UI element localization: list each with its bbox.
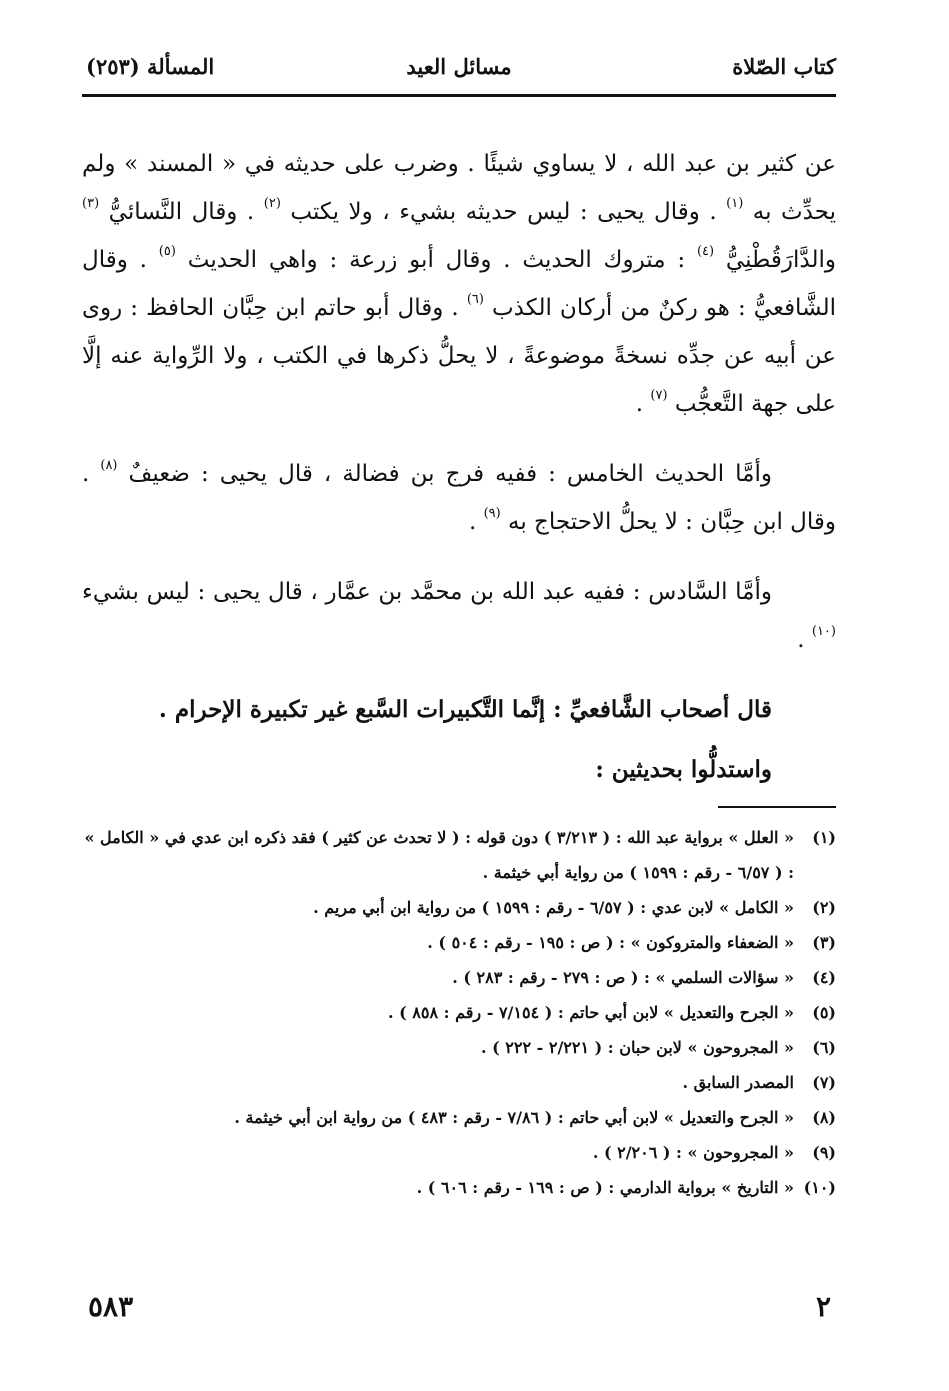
footnote — [82, 890, 836, 925]
main-text — [82, 140, 836, 806]
footnote-number: (٢) — [812, 898, 836, 917]
footnote-text: « سؤالات السلمي » : ( ص : ٢٧٩ - رقم : ٢٨٣ ) . — [452, 968, 794, 987]
footnote-number: (٩) — [812, 1143, 836, 1162]
footnote-text: « المجروحون » لابن حبان : ( ٢/٢٢١ - ٢٢٢ ) . — [481, 1038, 794, 1057]
footnote-ref: (١٠) — [811, 624, 836, 639]
running-header — [82, 48, 836, 88]
footnote-ref: (٥) — [158, 244, 176, 259]
text-run: . وقال أبو حاتم ابن حِبَّان الحافظ : روى عن أبيه عن جدِّه نسخةً موضوعةً ، لا يحلُّ ذكرها في الكتب ، ولا الرِّواية عنه إلَّا على جهة التَّعجُّب — [82, 295, 836, 417]
footnotes — [82, 820, 836, 1205]
footnote-text: « الجرح والتعديل » لابن أبي حاتم : ( ٧/١٥٤ - رقم : ٨٥٨ ) . — [388, 1003, 794, 1022]
text-run: وأمَّا السَّادس : ففيه عبد الله بن محمَّد بن عمَّار ، قال يحيى : ليس بشيء — [82, 579, 772, 605]
text-run: : متروك الحديث . وقال أبو زرعة : واهي الحديث — [175, 247, 697, 273]
footnote-rule — [718, 806, 836, 808]
footnote-ref: (٣) — [82, 196, 100, 211]
footnote-ref: (٩) — [483, 506, 501, 521]
footnote — [82, 1135, 836, 1170]
text-run: . وقال يحيى : ليس حديثه بشيء ، ولا يكتب — [280, 199, 727, 225]
page-number: ٥٨٣ — [88, 1290, 134, 1323]
header-book-title: كتاب الصّلاة — [732, 54, 836, 79]
text-run: . — [635, 391, 651, 417]
footnote — [82, 925, 836, 960]
footnote — [82, 820, 836, 890]
footnote-text: « التاريخ » برواية الدارمي : ( ص : ١٦٩ - رقم : ٦٠٦ ) . — [416, 1178, 794, 1197]
text-run: وأمَّا الحديث الخامس : ففيه فرج بن فضالة ، قال يحيى : ضعيفٌ — [117, 461, 772, 487]
text-run: عن كثير بن عبد الله ، لا يساوي شيئًا . وضرب على حديثه في « المسند » ولم يحدِّث به — [82, 151, 837, 225]
footnote-text: « المجروحون » : ( ٢/٢٠٦ ) . — [592, 1143, 794, 1162]
footnote-ref: (١) — [726, 196, 744, 211]
footnote-text: « الكامل » لابن عدي : ( ٦/٥٧ - رقم : ١٥٩٩ ) من رواية ابن أبي مريم . — [313, 898, 794, 917]
footnote-ref: (٢) — [263, 196, 281, 211]
text-run: والدَّارَقُطْنِيُّ — [714, 247, 836, 273]
text-run: . — [468, 509, 484, 535]
footnote — [82, 1100, 836, 1135]
header-rule — [82, 94, 836, 97]
footnote-ref: (٤) — [696, 244, 715, 259]
footnote-ref: (٦) — [466, 292, 484, 307]
footnote — [82, 1170, 836, 1205]
footnote-number: (٨) — [812, 1108, 836, 1127]
header-chapter-title: مسائل العيد — [406, 54, 512, 79]
footnote-number: (١٠) — [803, 1178, 836, 1197]
paragraph-sixth-hadith — [82, 568, 836, 664]
footnote — [82, 1030, 836, 1065]
evidence-intro: واستدلُّوا بحديثين : — [595, 756, 772, 783]
footnote-ref: (٧) — [650, 388, 668, 403]
footnote — [82, 1065, 836, 1100]
text-run: . وقال النَّسائيُّ — [99, 199, 264, 225]
footnote-number: (٤) — [812, 968, 836, 987]
footnote-text: « الضعفاء والمتروكون » : ( ص : ١٩٥ - رقم : ٥٠٤ ) . — [427, 933, 794, 952]
footnote-ref: (٨) — [100, 458, 118, 473]
text-run: . — [797, 627, 812, 653]
footnote — [82, 960, 836, 995]
header-issue-number: المسألة (٢٥٣) — [86, 54, 215, 79]
paragraph-narrators-criticism — [82, 140, 836, 428]
signature-mark: ٢ — [815, 1290, 831, 1323]
footnote — [82, 995, 836, 1030]
footnote-number: (٣) — [812, 933, 836, 952]
footnote-number: (١) — [812, 828, 836, 847]
footnote-number: (٦) — [812, 1038, 836, 1057]
footnote-text: المصدر السابق . — [682, 1073, 794, 1092]
footnote-text: « الجرح والتعديل » لابن أبي حاتم : ( ٧/٨٦ - رقم : ٤٨٣ ) من رواية ابن أبي خيثمة . — [234, 1108, 794, 1127]
paragraph-fifth-hadith — [82, 450, 836, 546]
shafii-companions-statement: قال أصحاب الشَّافعيِّ : إنَّما التَّكبيرات السَّبع غير تكبيرة الإحرام . — [158, 696, 772, 723]
footnote-number: (٧) — [812, 1073, 836, 1092]
text-run: . وقال الشَّافعيُّ : هو ركنٌ من أركان الكذب — [82, 247, 836, 321]
footnote-number: (٥) — [812, 1003, 836, 1022]
footnote-text: « العلل » برواية عبد الله : ( ٣/٢١٣ ) دون قوله : ( لا تحدث عن كثير ) فقد ذكره ابن عدي في « الكامل » : ( ٦/٥٧ - رقم : ١٥٩٩ ) من رواية أبي خيثمة . — [84, 828, 794, 882]
text-run: . وقال ابن حِبَّان : لا يحلُّ الاحتجاج به — [82, 461, 836, 535]
